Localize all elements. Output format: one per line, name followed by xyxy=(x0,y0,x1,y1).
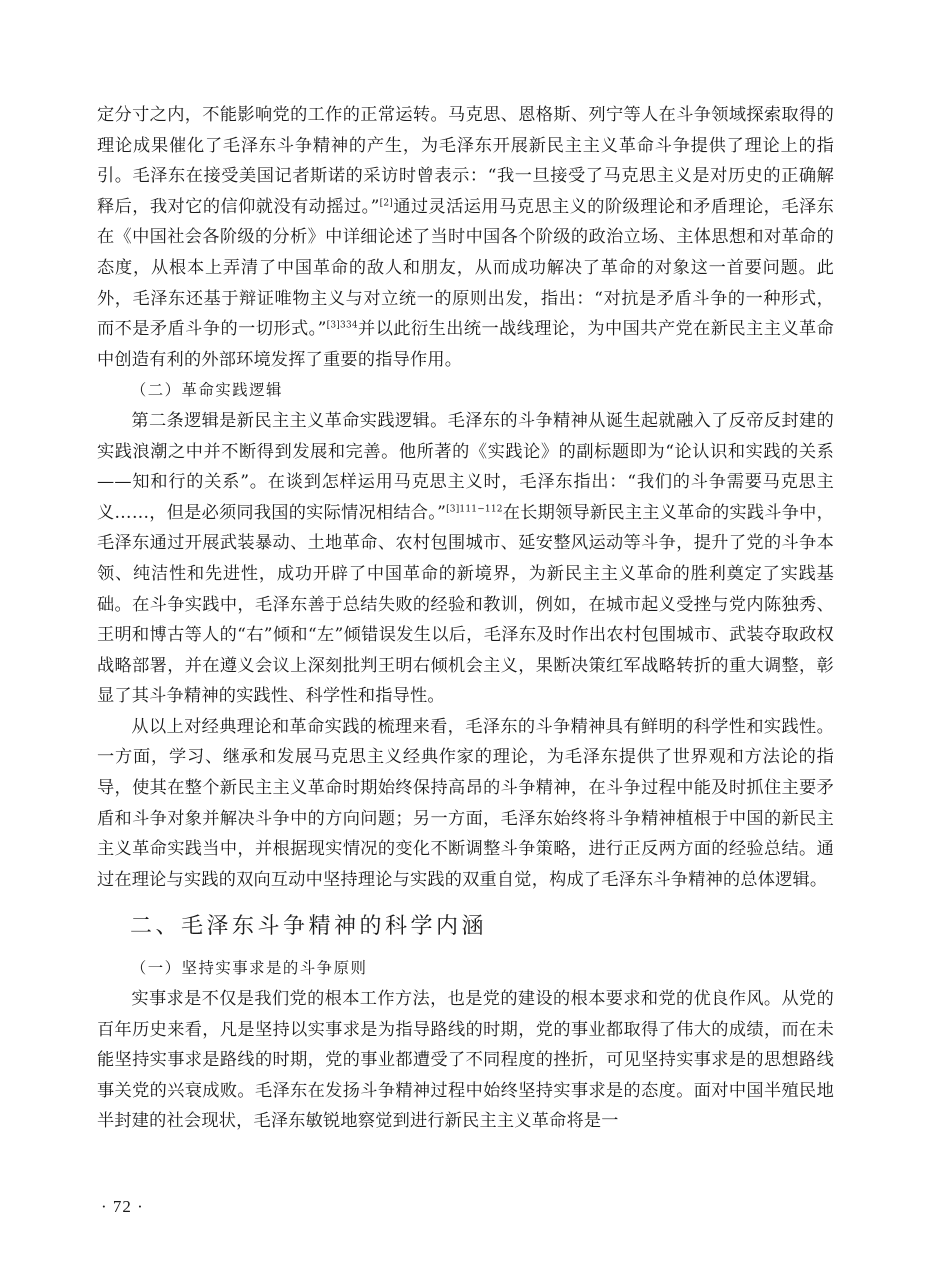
citation-ref: [3]111−112 xyxy=(446,503,503,514)
paragraph-practice xyxy=(97,406,834,712)
paragraph-summary: 从以上对经典理论和革命实践的梳理来看，毛泽东的斗争精神具有鲜明的科学性和实践性。一方面，学习、继承和发展马克思主义经典作家的理论，为毛泽东提供了世界观和方法论的指导，使其在整个新民主主义革命时期始终保持高昂的斗争精神，在斗争过程中能及时抓住主要矛盾和斗争对象并解决斗争中的方向问题；另一方面，毛泽东始终将斗争精神植根于中国的新民主主义革命实践当中，并根据现实情况的变化不断调整斗争策略，进行正反两方面的经验总结。通过在理论与实践的双向互动中坚持理论与实践的双重自觉，构成了毛泽东斗争精神的总体逻辑。 xyxy=(97,716,834,890)
paragraph-theory xyxy=(97,100,834,375)
text-run: 定分寸之内，不能影响党的工作的正常运转。马克思、恩格斯、列宁等人在斗争领域探索取得的理论成果催化了毛泽东斗争精神的产生，为毛泽东开展新民主主义革命斗争提供了理论上的指引。毛泽东在接受美国记者斯诺的采访时曾表示：“我一旦接受了马克思主义是对历史的正确解释后，我对它的信仰就没有动摇过。” xyxy=(97,105,834,217)
citation-ref: [3]334 xyxy=(326,320,358,331)
text-run: 并以此衍生出统一战线理论，为中国共产党在新民主主义革命中创造有利的外部环境发挥了重要的指导作用。 xyxy=(97,319,834,370)
page-number: · 72 · xyxy=(101,1197,144,1216)
section-title: 二、毛泽东斗争精神的科学内涵 xyxy=(130,914,488,940)
paragraph-principle: 实事求是不仅是我们党的根本工作方法，也是党的建设的根本要求和党的优良作风。从党的百年历史来看，凡是坚持以实事求是为指导路线的时期，党的事业都取得了伟大的成绩，而在未能坚持实事求是路线的时期，党的事业都遭受了不同程度的挫折，可见坚持实事求是的思想路线事关党的兴衰成败。毛泽东在发扬斗争精神过程中始终坚持实事求是的态度。面对中国半殖民地半封建的社会现状，毛泽东敏锐地察觉到进行新民主主义革命将是一 xyxy=(97,989,834,1132)
text-run: 通过灵活运用马克思主义的阶级理论和矛盾理论，毛泽东在《中国社会各阶级的分析》中详细论述了当时中国各个阶级的政治立场、主体思想和对革命的态度，从根本上弄清了中国革命的敌人和朋友，从而成功解决了革命的对象这一首要问题。此外，毛泽东还基于辩证唯物主义与对立统一的原则出发，指出：“对抗是矛盾斗争的一种形式，而不是矛盾斗争的一切形式。” xyxy=(97,196,834,340)
text-run: 第二条逻辑是新民主主义革命实践逻辑。毛泽东的斗争精神从诞生起就融入了反帝反封建的实践浪潮之中并不断得到发展和完善。他所著的《实践论》的副标题即为“论认识和实践的关系——知和行的关系”。在谈到怎样运用马克思主义时，毛泽东指出：“我们的斗争需要马克思主义……，但是必须同我国的实际情况相结合。” xyxy=(97,410,834,523)
subheading-practice-logic: （二）革命实践逻辑 xyxy=(130,381,283,400)
subheading-principle: （一）坚持实事求是的斗争原则 xyxy=(130,959,368,978)
citation-ref: [2] xyxy=(379,198,393,209)
article-body xyxy=(97,100,834,1137)
text-run: 在长期领导新民主主义革命的实践斗争中，毛泽东通过开展武装暴动、土地革命、农村包围城市、延安整风运动等斗争，提升了党的斗争本领、纯洁性和先进性，成功开辟了中国革命的新境界，为新民主主义革命的胜利奠定了实践基础。在斗争实践中，毛泽东善于总结失败的经验和教训，例如，在城市起义受挫与党内陈独秀、王明和博古等人的“右”倾和“左”倾错误发生以后，毛泽东及时作出农村包围城市、武装夺取政权战略部署，并在遵义会议上深刻批判王明右倾机会主义，果断决策红军战略转折的重大调整，彰显了其斗争精神的实践性、科学性和指导性。 xyxy=(97,502,834,707)
